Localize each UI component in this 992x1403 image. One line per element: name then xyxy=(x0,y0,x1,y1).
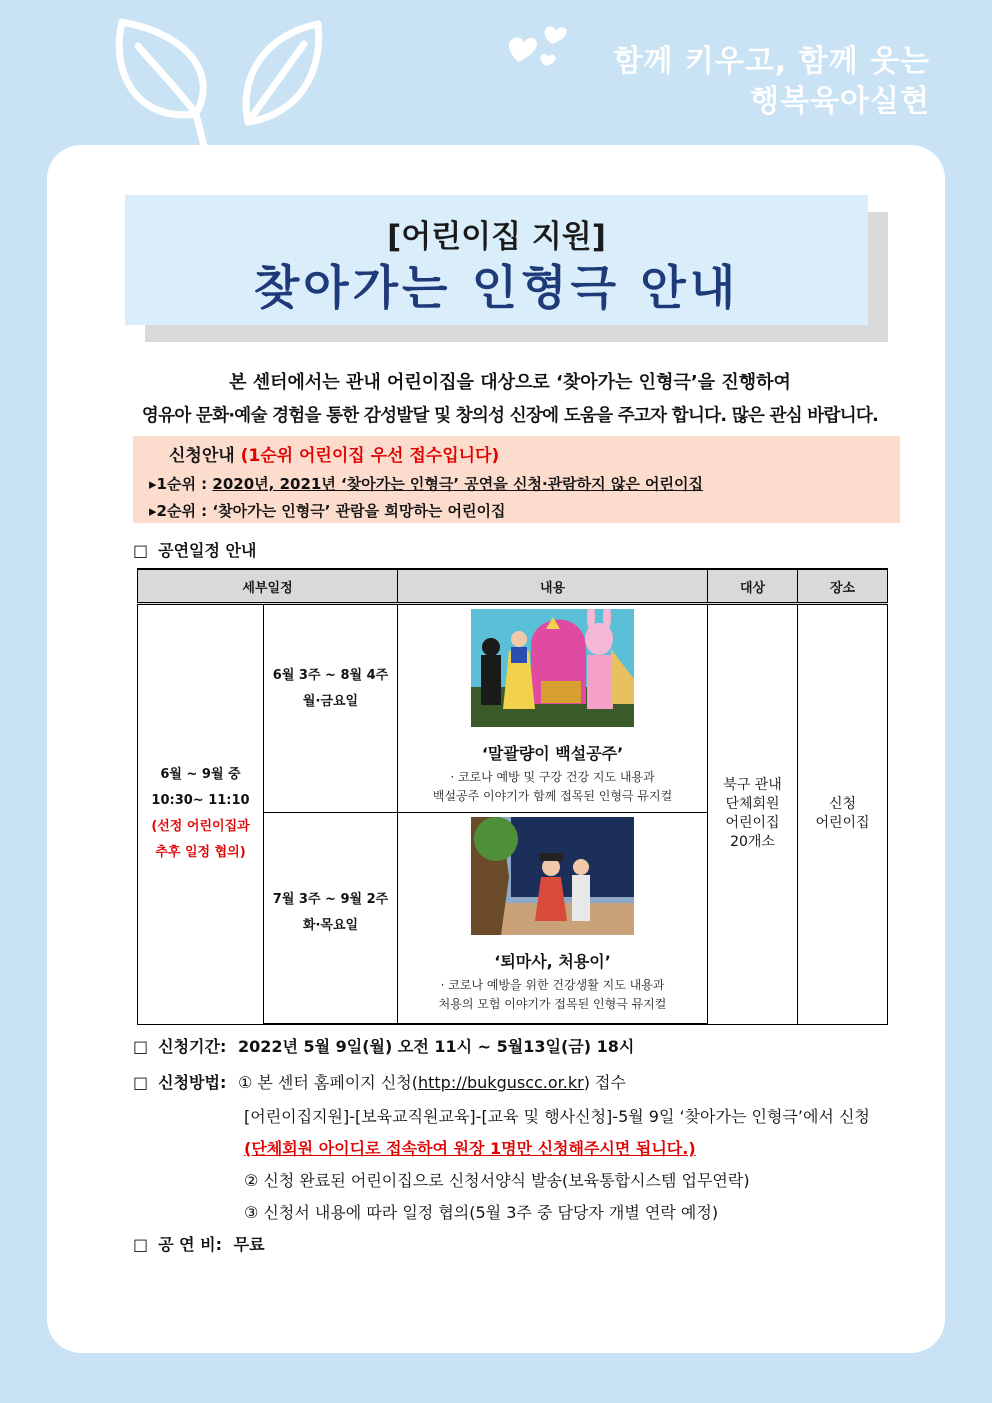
performance-fee xyxy=(133,1232,265,1255)
checkbox-icon: □ xyxy=(133,541,149,560)
target-line-4: 20개소 xyxy=(730,834,775,851)
fee-label: 공 연 비: xyxy=(158,1235,223,1254)
apply-period xyxy=(133,1034,634,1057)
priority-1 xyxy=(149,473,703,494)
show-1-desc-2: 백설공주 이야기가 함께 접목된 인형극 뮤지컬 xyxy=(432,789,673,803)
schedule-overall xyxy=(138,604,264,1025)
apply-guide-box xyxy=(133,436,900,523)
show-2-desc-1: · 코로나 예방을 위한 건강생활 지도 내용과 xyxy=(440,978,665,992)
schedule-period: 6월 ~ 9월 중 xyxy=(160,767,241,783)
method-step-1-prefix: ① 본 센터 홈페이지 신청( xyxy=(237,1073,418,1092)
target-cell xyxy=(708,604,798,1025)
method-step-2: ② 신청 완료된 어린이집으로 신청서양식 발송(보육통합시스템 업무연락) xyxy=(244,1171,750,1190)
table-header-row xyxy=(138,569,888,604)
target-line-1: 북구 관내 xyxy=(723,777,782,794)
method-step-1 xyxy=(238,1073,626,1092)
target-line-3: 어린이집 xyxy=(725,815,780,832)
place-cell xyxy=(798,604,888,1025)
col-header-place: 장소 xyxy=(798,569,888,604)
apply-period-label: 신청기간: xyxy=(158,1037,227,1056)
show-1-title: ‘말괄량이 백설공주’ xyxy=(481,744,624,763)
homepage-link[interactable]: http://bukguscc.or.kr xyxy=(417,1073,584,1092)
title-sub: [어린이집 지원] xyxy=(387,219,606,255)
intro-line2: 영유아 문화·예술 경험을 통한 감성발달 및 창의성 신장에 도움을 주고자 합니다. 많은 관심 바랍니다. xyxy=(141,406,879,426)
show-2-title: ‘퇴마사, 처용이’ xyxy=(494,952,611,971)
checkbox-icon: □ xyxy=(133,1037,149,1056)
target-line-2: 단체회원 xyxy=(725,796,780,813)
method-note: (단체회원 아이디로 접속하여 원장 1명만 신청해주시면 됩니다.) xyxy=(244,1139,696,1158)
apply-guide-label: 신청안내 xyxy=(169,446,235,466)
method-path: [어린이집지원]-[보육교직원교육]-[교육 및 행사신청]-5월 9일 ‘찾아가는 인형극’에서 신청 xyxy=(244,1107,870,1126)
priority-2-text: ‘찾아가는 인형극’ 관람을 희망하는 어린이집 xyxy=(212,502,506,520)
heart-icon xyxy=(506,22,576,70)
show-2-photo xyxy=(471,817,634,935)
schedule-time: 10:30~ 11:10 xyxy=(151,793,250,809)
col-header-target: 대상 xyxy=(708,569,798,604)
show-2-content xyxy=(398,813,708,1025)
apply-method-label: 신청방법: xyxy=(158,1073,227,1092)
show-1-schedule xyxy=(264,604,398,813)
place-line-2: 어린이집 xyxy=(815,815,870,832)
slogan xyxy=(613,42,930,122)
show-1-content xyxy=(398,604,708,813)
checkbox-icon: □ xyxy=(133,1073,149,1092)
slogan-line2: 행복육아실현 xyxy=(750,84,930,119)
schedule-heading xyxy=(133,538,256,561)
schedule-note-1: (선정 어린이집과 xyxy=(151,819,250,835)
schedule-table xyxy=(137,568,888,1025)
priority-2-label: ▸2순위 : xyxy=(149,502,208,520)
fee-value: 무료 xyxy=(233,1235,265,1254)
show-1-weeks: 6월 3주 ~ 8월 4주 xyxy=(272,667,389,683)
method-step-3: ③ 신청서 내용에 따라 일정 협의(5월 3주 중 담당자 개별 연락 예정) xyxy=(244,1203,719,1222)
checkbox-icon: □ xyxy=(133,1235,149,1254)
priority-2 xyxy=(149,500,506,521)
apply-guide-title xyxy=(169,441,499,466)
page-title: 찾아가는 인형극 안내 xyxy=(253,261,740,316)
leaf-icon xyxy=(108,14,333,149)
intro-line1: 본 센터에서는 관내 어린이집을 대상으로 ‘찾아가는 인형극’을 진행하여 xyxy=(229,372,791,393)
show-2-schedule xyxy=(264,813,398,1025)
col-header-schedule: 세부일정 xyxy=(138,569,398,604)
show-1-desc-1: · 코로나 예방 및 구강 건강 지도 내용과 xyxy=(450,770,655,784)
apply-method xyxy=(133,1070,626,1093)
show-2-weeks: 7월 3주 ~ 9월 2주 xyxy=(272,892,389,907)
place-line-1: 신청 xyxy=(828,796,857,813)
table-row xyxy=(138,604,888,813)
title-box xyxy=(125,195,868,325)
method-step-1-suffix: ) 접수 xyxy=(583,1073,626,1092)
apply-guide-note: (1순위 어린이집 우선 접수입니다) xyxy=(240,446,500,466)
apply-period-value: 2022년 5월 9일(월) 오전 11시 ~ 5월13일(금) 18시 xyxy=(237,1037,635,1056)
priority-1-label: ▸1순위 : xyxy=(149,475,208,493)
schedule-heading-text: 공연일정 안내 xyxy=(158,541,257,560)
col-header-content: 내용 xyxy=(398,569,708,604)
priority-1-text: 2020년, 2021년 ‘찾아가는 인형극’ 공연을 신청·관람하지 않은 어린이집 xyxy=(212,475,704,493)
slogan-line1: 함께 키우고, 함께 웃는 xyxy=(613,44,930,79)
show-1-photo xyxy=(471,609,634,727)
show-2-days: 화·목요일 xyxy=(302,918,359,933)
schedule-note-2: 추후 일정 협의) xyxy=(155,845,246,861)
show-2-desc-2: 처용의 모험 이야기가 접목된 인형극 뮤지컬 xyxy=(438,997,667,1011)
show-1-days: 월·금요일 xyxy=(302,693,359,709)
